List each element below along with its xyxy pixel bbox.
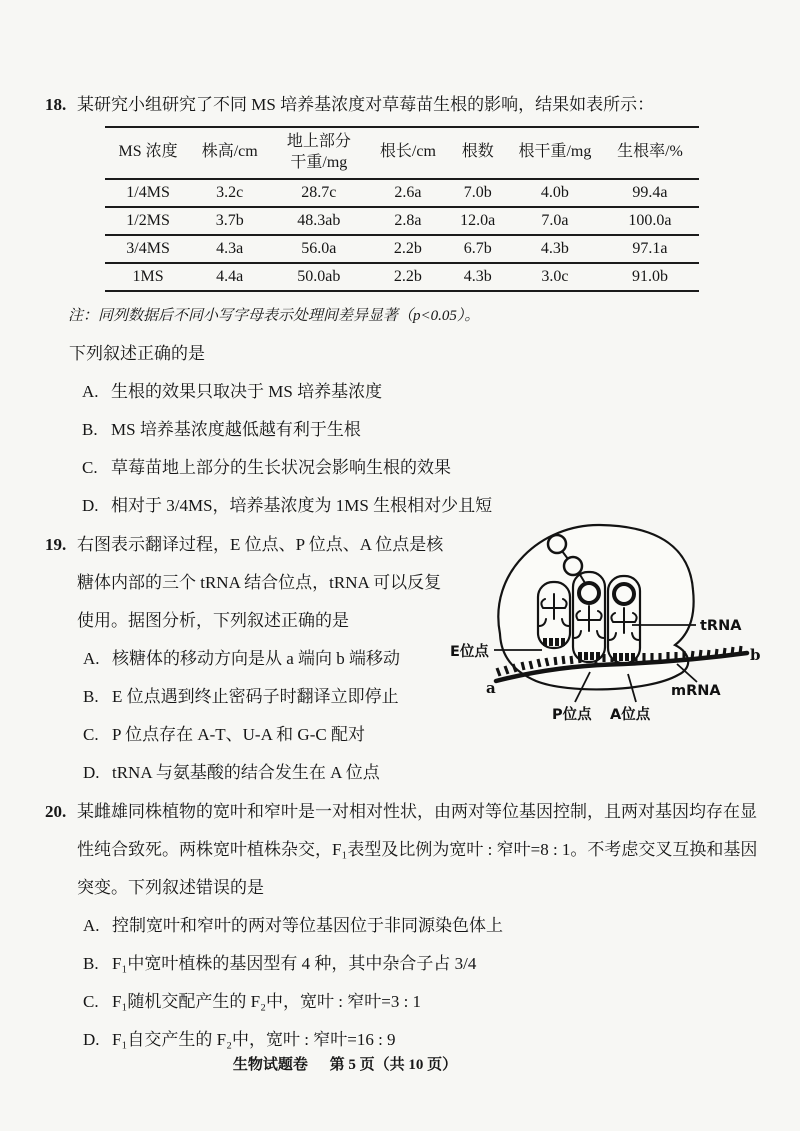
option-row: [82, 453, 800, 478]
cell: 4.4a: [191, 263, 268, 291]
option-row: [82, 415, 800, 440]
question-18: [45, 90, 800, 516]
question-stem-line: 性纯合致死。两株宽叶植株杂交，F₁表型及比例为宽叶 : 窄叶=8 : 1。不考虑交叉互换和基因: [77, 839, 758, 859]
option-label: D.: [82, 495, 99, 515]
question-stem-line: 使用。据图分析，下列叙述正确的是: [77, 610, 349, 630]
cell: 12.0a: [447, 207, 509, 235]
col-header-dryweight-line2: 干重/mg: [290, 153, 348, 171]
translation-diagram: [450, 522, 797, 738]
trna-label: tRNA: [700, 617, 742, 634]
question-number: 19.: [45, 534, 67, 554]
amino-acid-circle: [548, 535, 566, 553]
cell: 91.0b: [601, 263, 699, 291]
option-row: [83, 949, 800, 974]
question-19: [45, 530, 800, 783]
cell: 56.0a: [268, 235, 369, 263]
cell: 4.3b: [509, 235, 601, 263]
amino-acid-circle: [579, 583, 599, 603]
option-text: 草莓苗地上部分的生长状况会影响生根的效果: [111, 457, 451, 477]
option-text: MS 培养基浓度越低越有利于生根: [111, 419, 361, 439]
col-header-rootlen: 根长/cm: [369, 127, 446, 179]
table-row: [105, 179, 699, 207]
cell: 2.6a: [369, 179, 446, 207]
option-text: F₁随机交配产生的 F₂中，宽叶 : 窄叶=3 : 1: [112, 991, 422, 1011]
cell: 1MS: [105, 263, 191, 291]
question-18-stem: [45, 90, 800, 115]
cell: 6.7b: [447, 235, 509, 263]
mrna-end-a-label: a: [486, 678, 496, 697]
cell: 97.1a: [601, 235, 699, 263]
cell: 1/2MS: [105, 207, 191, 235]
col-header-dryweight-line1: 地上部分: [286, 133, 351, 150]
col-header-dryweight: [268, 127, 369, 179]
col-header-rootrate: 生根率/%: [601, 127, 699, 179]
table-row: [105, 263, 699, 291]
results-table: [105, 126, 699, 292]
option-text: 核糖体的移动方向是从 a 端向 b 端移动: [112, 648, 401, 668]
option-row: [83, 987, 800, 1012]
cell: 4.0b: [509, 179, 601, 207]
option-row: [83, 758, 800, 783]
cell: 99.4a: [601, 179, 699, 207]
question-stem-line: 糖体内部的三个 tRNA 结合位点，tRNA 可以反复: [77, 572, 442, 592]
option-text: 控制宽叶和窄叶的两对等位基因位于非同源染色体上: [112, 915, 503, 935]
option-text: E 位点遇到终止密码子时翻译立即停止: [112, 686, 399, 706]
mrna-end-b-label: b: [750, 645, 761, 664]
cell: 7.0a: [509, 207, 601, 235]
table-row: [105, 207, 699, 235]
option-row: [83, 1025, 800, 1050]
cell: 28.7c: [268, 179, 369, 207]
cell: 2.2b: [369, 235, 446, 263]
option-text: F₁中宽叶植株的基因型有 4 种，其中杂合子占 3/4: [112, 953, 477, 973]
option-row: [83, 911, 800, 936]
option-text: F₁自交产生的 F₂中，宽叶 : 窄叶=16 : 9: [112, 1029, 396, 1049]
cell: 2.8a: [369, 207, 446, 235]
page-number: 第 5 页（共 10 页）: [329, 1057, 458, 1073]
cell: 48.3ab: [268, 207, 369, 235]
col-header-height: 株高/cm: [191, 127, 268, 179]
option-row: [82, 491, 800, 516]
option-text: P 位点存在 A-T、U-A 和 G-C 配对: [112, 724, 365, 744]
question-stem-text: 某研究小组研究了不同 MS 培养基浓度对草莓苗生根的影响，结果如表所示：: [77, 95, 655, 114]
table-row: [105, 235, 699, 263]
question-number: 18.: [45, 95, 67, 114]
col-header-rootweight: 根干重/mg: [509, 127, 601, 179]
cell: 3.7b: [191, 207, 268, 235]
option-label: C.: [82, 457, 98, 477]
option-label: D.: [83, 1029, 100, 1049]
option-label: B.: [83, 953, 99, 973]
cell: 4.3a: [191, 235, 268, 263]
amino-acid-circle: [614, 584, 634, 604]
mrna-label: mRNA: [671, 682, 721, 699]
question-18-options: [45, 377, 800, 516]
doc-title: 生物试题卷: [232, 1057, 308, 1073]
option-label: A.: [82, 381, 99, 401]
question-20: [45, 797, 800, 1050]
cell: 100.0a: [601, 207, 699, 235]
option-label: B.: [83, 686, 99, 706]
cell: 1/4MS: [105, 179, 191, 207]
option-label: B.: [82, 419, 98, 439]
option-label: C.: [83, 991, 99, 1011]
question-20-stem: [45, 797, 800, 822]
col-header-rootnum: 根数: [447, 127, 509, 179]
table-header-row: [105, 127, 699, 179]
question-stem-line: 某雌雄同株植物的宽叶和窄叶是一对相对性状，由两对等位基因控制，且两对基因均存在显: [77, 801, 757, 821]
question-18-prompt: 下列叙述正确的是: [69, 343, 205, 363]
a-site-label: A位点: [610, 706, 651, 723]
option-label: A.: [83, 648, 100, 668]
page-footer: [0, 1053, 690, 1074]
cell: 3.2c: [191, 179, 268, 207]
option-row: [82, 377, 800, 402]
question-stem-line: 右图表示翻译过程，E 位点、P 位点、A 位点是核: [77, 534, 444, 554]
option-label: A.: [83, 915, 100, 935]
cell: 2.2b: [369, 263, 446, 291]
cell: 3/4MS: [105, 235, 191, 263]
option-label: C.: [83, 724, 99, 744]
table-note: 注：同列数据后不同小写字母表示处理间差异显著（p<0.05）。: [68, 307, 480, 324]
amino-acid-circle: [564, 557, 582, 575]
question-20-options: [45, 911, 800, 1050]
question-number: 20.: [45, 801, 67, 821]
option-label: D.: [83, 762, 100, 782]
cell: 4.3b: [447, 263, 509, 291]
cell: 3.0c: [509, 263, 601, 291]
p-site-label: P位点: [552, 706, 592, 723]
option-text: 生根的效果只取决于 MS 培养基浓度: [111, 381, 383, 401]
option-text: 相对于 3/4MS，培养基浓度为 1MS 生根相对少且短: [111, 495, 493, 515]
question-stem-line: 突变。下列叙述错误的是: [77, 877, 264, 897]
col-header-ms: MS 浓度: [105, 127, 191, 179]
option-text: tRNA 与氨基酸的结合发生在 A 位点: [112, 762, 380, 782]
cell: 7.0b: [447, 179, 509, 207]
cell: 50.0ab: [268, 263, 369, 291]
e-site-label: E位点: [450, 643, 489, 660]
